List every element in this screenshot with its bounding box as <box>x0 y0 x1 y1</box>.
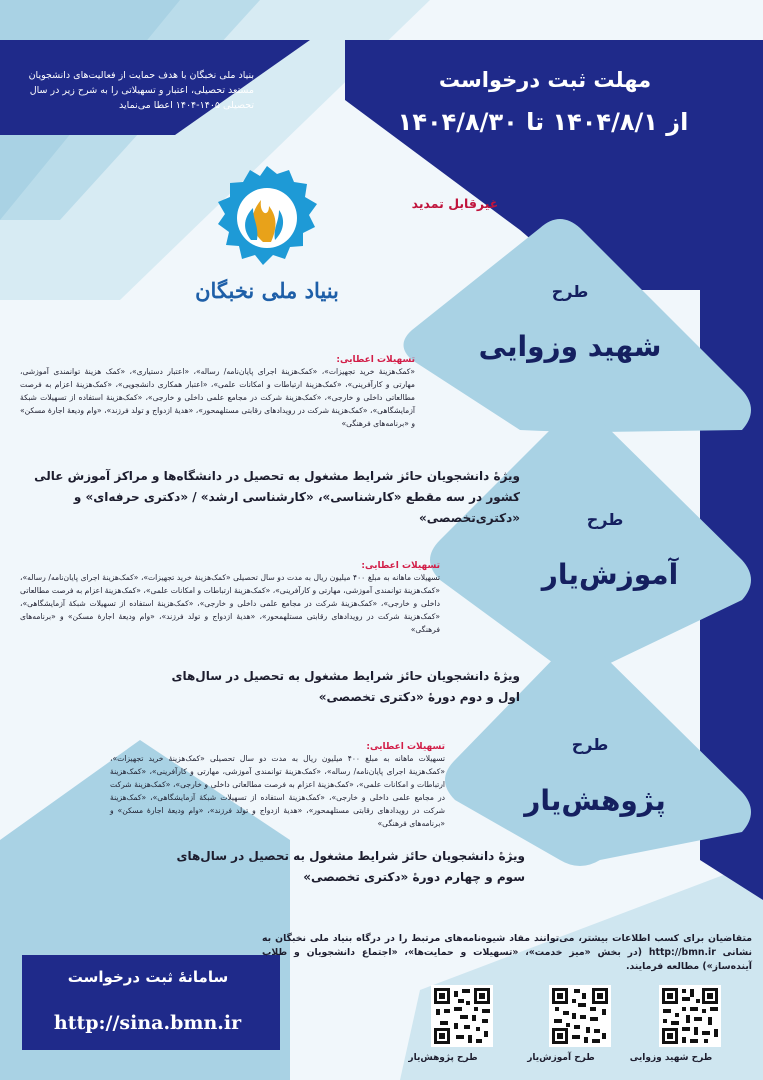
plan2-label: طرح <box>586 510 624 529</box>
qr-code-plan3[interactable] <box>408 985 493 1063</box>
plan3-facilities <box>110 742 445 830</box>
qr-code-plan2[interactable] <box>527 985 611 1063</box>
deadline-dates: از ۱۴۰۴/۸/۱ تا ۱۴۰۴/۸/۳۰ <box>397 108 689 136</box>
system-url-link[interactable]: http://sina.bmn.ir <box>53 1012 242 1034</box>
plan2-facilities-title: تسهیلات اعطایی: <box>361 561 440 571</box>
plan3-facilities-title: تسهیلات اعطایی: <box>366 742 445 752</box>
plan1-facilities-text: «کمک‌هزینهٔ خرید تجهیزات»، «کمک‌هزینهٔ اجرای پایان‌نامه/ رساله»، «اعتبار دستیاری»، «کمک هزینهٔ توانمندی آموزشی، مهارتی و کارآفرینی»، «کمک‌هزینهٔ ارتباطات و امکانات علمی»، «اعتبار همکاری دانشجویی»، «کمک‌هزینهٔ اعزام به فرصت مطالعاتی داخلی و خارجی»، «کمک‌هزینهٔ شرکت در مجامع علمی داخلی و خارجی»، «کمک‌هزینهٔ استفاده از تسهیلات شبکهٔ آزمایشگاهی»، «کمک‌هزینهٔ شرکت در رویدادهای رقابتی مستلهمحور»، «هدیهٔ ازدواج و تولد فرزند»، «وام ودیعهٔ اجارهٔ مسکن» و «برنامه‌های فرهنگی» <box>20 367 415 428</box>
logo-text: بنیاد ملی نخبگان <box>195 278 339 303</box>
more-info-text: متقاضیان برای کسب اطلاعات بیشتر، می‌توانند مفاد شیوه‌نامه‌های مرتبط را در درگاه بنیاد ملی نخبگان به نشانی http://bmn.ir (در بخش «میز خدمت»، «تسهیلات و حمایت‌ها»، «اجتماع دانشجویان و طلاب آینده‌ساز») مطالعه فرمایند. <box>262 933 752 972</box>
plan3-name: پژوهش‌یار <box>524 784 666 817</box>
system-title: سامانهٔ ثبت درخواست <box>67 968 229 986</box>
qr-code-icon <box>431 985 493 1047</box>
plan2-eligibility: ویژهٔ دانشجویان حائز شرایط مشغول به تحصیل در سال‌های اول و دوم دورهٔ «دکتری تخصصی» <box>171 669 520 704</box>
plan1-eligibility: ویژهٔ دانشجویان حائز شرایط مشغول به تحصیل در دانشگاه‌ها و مراکز آموزش عالی کشور در سه مقطع «کارشناسی»، «کارشناسی ارشد» / «دکتری حرفه‌ای» و «دکتری‌تخصصی» <box>34 469 520 525</box>
intro-text: بنیاد ملی نخبگان با هدف حمایت از فعالیت‌های دانشجویان مستعد تحصیلی، اعتبار و تسهیلاتی را به شرح زیر در سال تحصیلی ۱۴۰۵-۱۴۰۴ اعطا می‌نماید <box>28 70 254 111</box>
qr-label-plan2: طرح آموزش‌یار <box>527 1053 595 1063</box>
non-extendable-note: غیرقابل تمدید <box>411 196 499 211</box>
qr-label-plan1: طرح شهید وزوایی <box>629 1053 713 1063</box>
plan3-eligibility: ویژهٔ دانشجویان حائز شرایط مشغول به تحصیل در سال‌های سوم و چهارم دورهٔ «دکتری تخصصی» <box>176 849 525 884</box>
plan3-facilities-text: تسهیلات ماهانه به مبلغ ۴۰۰ میلیون ریال به مدت دو سال تحصیلی «کمک‌هزینهٔ خرید تجهیزات»، «کمک‌هزینهٔ اجرای پایان‌نامه/ رساله»، «کمک‌هزینهٔ توانمندی آموزشی، مهارتی و کارآفرینی»، «کمک‌هزینهٔ ارتباطات و امکانات علمی»، «کمک‌هزینهٔ اعزام به فرصت مطالعاتی داخلی و خارجی»، «کمک‌هزینهٔ شرکت در مجامع علمی داخلی و خارجی»، «کمک‌هزینهٔ استفاده از تسهیلات شبکهٔ آزمایشگاهی»، «کمک‌هزینهٔ شرکت در رویدادهای رقابتی مستلهمحور»، «هدیهٔ ازدواج و تولد فرزند»، «وام ودیعهٔ اجارهٔ مسکن» و «برنامه‌های فرهنگی» <box>110 754 446 828</box>
qr-code-plan1[interactable] <box>629 985 721 1063</box>
qr-code-icon <box>659 985 721 1047</box>
plan1-label: طرح <box>551 282 589 301</box>
flame-emblem-icon <box>192 160 342 330</box>
qr-code-icon <box>549 985 611 1047</box>
foundation-logo <box>192 160 342 330</box>
plan1-facilities-title: تسهیلات اعطایی: <box>336 355 415 365</box>
plan3-label: طرح <box>571 735 609 754</box>
plan1-facilities <box>20 355 415 430</box>
qr-label-plan3: طرح پژوهش‌یار <box>408 1053 478 1063</box>
plan1-name: شهید وزوایی <box>478 330 662 363</box>
deadline-title: مهلت ثبت درخواست <box>438 68 652 92</box>
plan2-facilities <box>20 561 440 636</box>
plan2-name: آموزش‌یار <box>541 558 679 591</box>
plan2-facilities-text: تسهیلات ماهانه به مبلغ ۴۰۰ میلیون ریال به مدت دو سال تحصیلی «کمک‌هزینهٔ خرید تجهیزات»، «کمک‌هزینهٔ اجرای پایان‌نامه/ رساله»، «کمک‌هزینهٔ توانمندی آموزشی، مهارتی و کارآفرینی»، «کمک‌هزینهٔ ارتباطات و امکانات علمی»، «کمک‌هزینهٔ اعزام به فرصت مطالعاتی داخلی و خارجی»، «کمک‌هزینهٔ شرکت در مجامع علمی داخلی و خارجی»، «کمک‌هزینهٔ استفاده از تسهیلات شبکهٔ آزمایشگاهی»، «کمک‌هزینهٔ شرکت در رویدادهای رقابتی مستلهمحور»، «هدیهٔ ازدواج و تولد فرزند»، «وام ودیعهٔ اجارهٔ مسکن» و «برنامه‌های فرهنگی» <box>20 573 440 634</box>
